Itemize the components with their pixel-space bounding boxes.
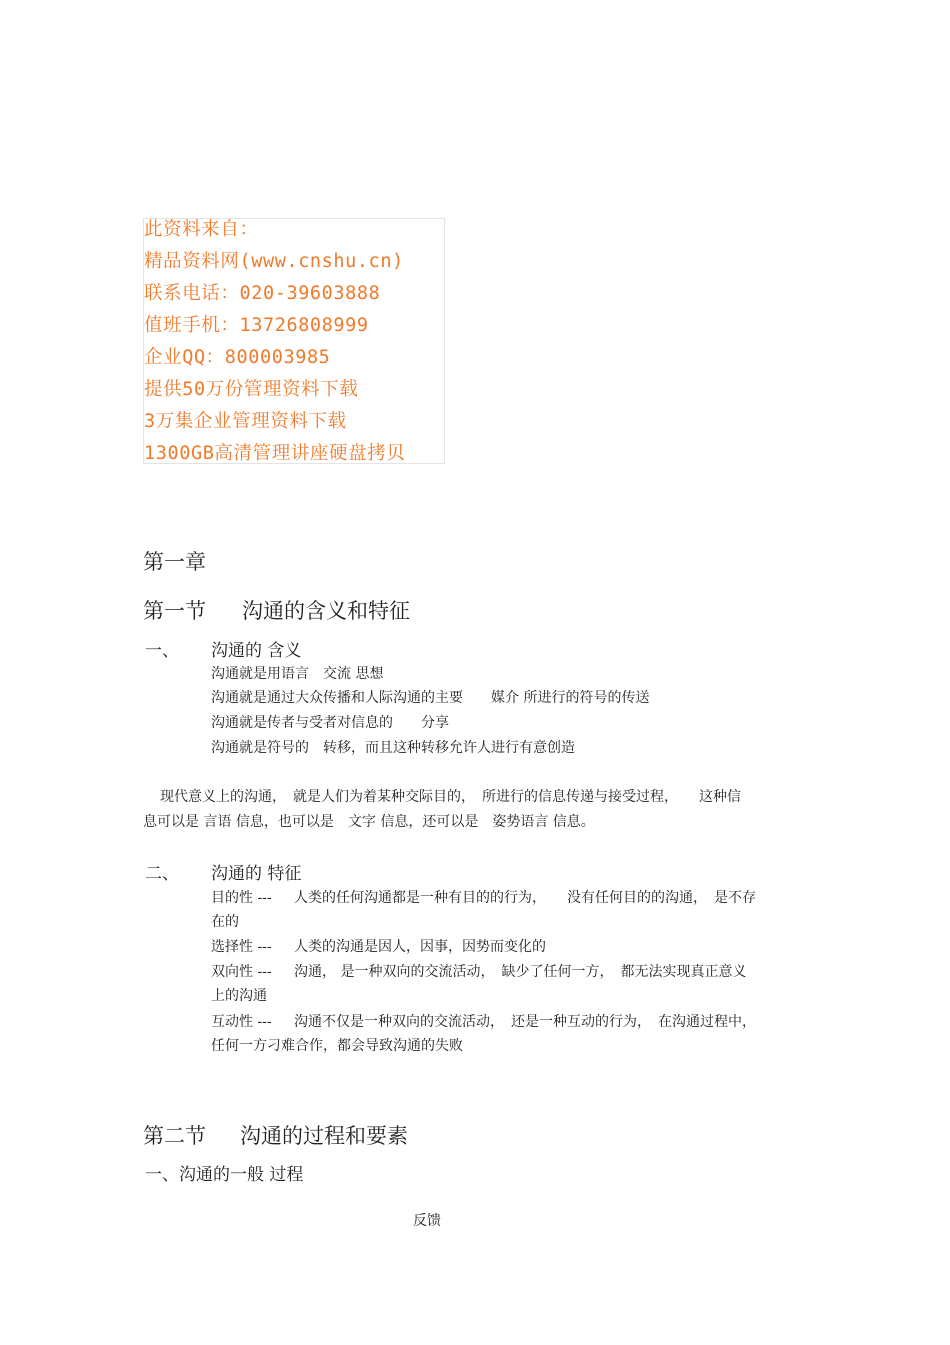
feature-label: 目的性 ---: [211, 890, 272, 906]
ad-line-source: 此资料来自：: [144, 219, 259, 240]
ad-line-phone: 联系电话：020-39603888: [144, 283, 381, 304]
section2-part1-heading: 一、沟通的一般 过程: [145, 1165, 304, 1185]
feature-text-cont: 上的沟通: [211, 988, 267, 1004]
ad-line-offer-3: 1300GB高清管理讲座硬盘拷贝: [144, 443, 406, 464]
advertisement-box: [143, 218, 445, 464]
part2-number: 二、: [145, 864, 179, 884]
diagram-feedback-label: 反馈: [413, 1213, 441, 1229]
feature-text: 沟通， 是一种双向的交流活动， 缺少了任何一方， 都无法实现真正意义: [294, 964, 747, 980]
paragraph-line: 息可以是 言语 信息，也可以是 文字 信息，还可以是 姿势语言 信息。: [143, 814, 595, 830]
section2-number: 第二节: [143, 1124, 206, 1148]
feature-text-cont: 任何一方刁难合作，都会导致沟通的失败: [211, 1038, 463, 1054]
feature-label: 互动性 ---: [211, 1014, 272, 1030]
section1-number: 第一节: [143, 599, 206, 623]
definition-item: 沟通就是传者与受者对信息的 分享: [211, 715, 449, 731]
definition-item: 沟通就是用语言 交流 思想: [211, 666, 384, 682]
part1-number: 一、: [145, 641, 179, 661]
definition-item: 沟通就是通过大众传播和人际沟通的主要 媒介 所进行的符号的传送: [211, 690, 650, 706]
feature-label: 双向性 ---: [211, 964, 272, 980]
feature-text-cont: 在的: [211, 914, 239, 930]
section2-title: 沟通的过程和要素: [240, 1124, 408, 1148]
ad-line-offer-1: 提供50万份管理资料下载: [144, 379, 359, 400]
ad-line-mobile: 值班手机：13726808999: [144, 315, 369, 336]
part2-heading: 沟通的 特征: [211, 864, 302, 884]
feature-text: 人类的沟通是因人，因事，因势而变化的: [294, 939, 546, 955]
feature-text: 人类的任何沟通都是一种有目的的行为， 没有任何目的的沟通， 是不存: [294, 890, 756, 906]
ad-line-offer-2: 3万集企业管理资料下载: [144, 411, 347, 432]
chapter-title: 第一章: [143, 550, 206, 574]
feature-text: 沟通不仅是一种双向的交流活动， 还是一种互动的行为， 在沟通过程中，: [294, 1014, 756, 1030]
section1-title: 沟通的含义和特征: [242, 599, 410, 623]
ad-line-qq: 企业QQ：800003985: [144, 347, 331, 368]
feature-label: 选择性 ---: [211, 939, 272, 955]
definition-item: 沟通就是符号的 转移，而且这种转移允许人进行有意创造: [211, 740, 575, 756]
ad-line-website: 精品资料网(www.cnshu.cn): [144, 251, 404, 272]
part1-heading: 沟通的 含义: [211, 641, 302, 661]
paragraph-line: 现代意义上的沟通， 就是人们为着某种交际目的， 所进行的信息传递与接受过程， 这种信: [160, 789, 741, 805]
